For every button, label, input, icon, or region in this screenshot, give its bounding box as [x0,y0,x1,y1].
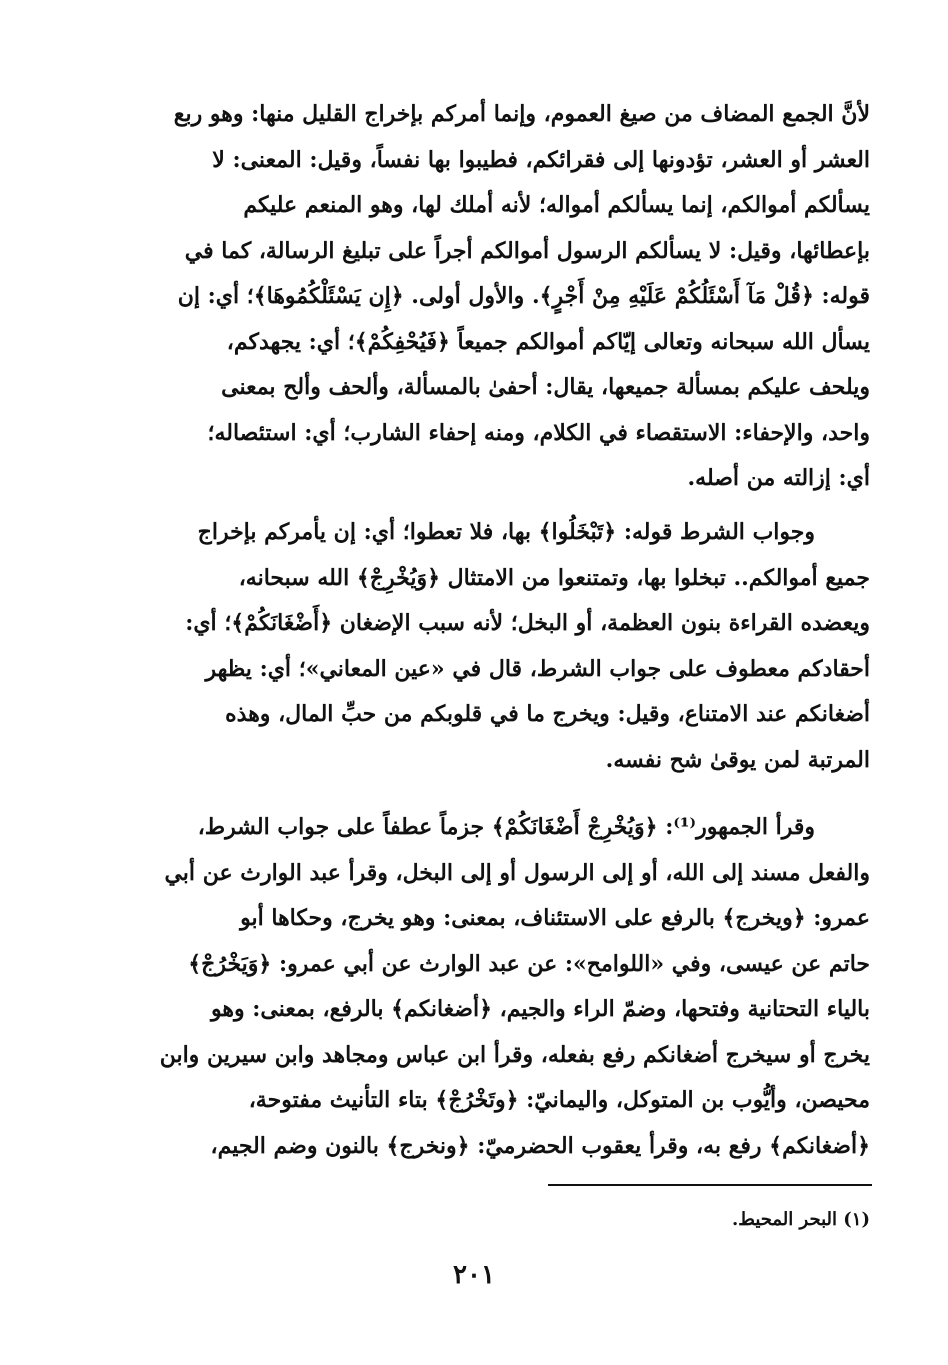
text-line: وقرأ الجمهور⁽¹⁾: ﴿وَيُخْرِجْ أَضْغَانَكُمْ﴾ جزماً عطفاً على جواب الشرط، [197,814,815,840]
paragraph-3 [100,805,870,1169]
text-line: ويعضده القراءة بنون العظمة، أو البخل؛ لأنه سبب الإضغان ﴿أَضْغَانَكُمْ﴾؛ أي: [185,610,870,636]
text-line: بإعطائها، وقيل: لا يسألكم الرسول أموالكم أجراً على تبليغ الرسالة، كما في [184,237,870,264]
text-line: أي: إزالته من أصله. [687,465,870,491]
page-number: ٢٠١ [453,1260,495,1290]
text-line: بالياء التحتانية وفتحها، وضمّ الراء والجيم، ﴿أضغانكم﴾ بالرفع، بمعنى: وهو [211,996,870,1022]
paragraph-2 [100,510,870,783]
text-line: عمرو: ﴿ويخرج﴾ بالرفع على الاستئناف، بمعنى: وهو يخرج، وحكاها أبو [240,905,870,931]
text-line: محيصن، وأيُّوب بن المتوكل، واليمانيّ: ﴿وتَخْرُجْ﴾ بتاء التأنيث مفتوحة، [248,1087,870,1113]
text-line: جميع أموالكم.. تبخلوا بها، وتمتنعوا من الامتثال ﴿وَيُخْرِجْ﴾ الله سبحانه، [238,564,870,591]
text-line: يسألكم أموالكم، إنما يسألكم أمواله؛ لأنه أملك لها، وهو المنعم عليكم [243,192,870,218]
text-line: وجواب الشرط قوله: ﴿تَبْخَلُوا﴾ بها، فلا تعطوا؛ أي: إن يأمركم بإخراج [197,519,815,545]
footnote: (١) البحر المحيط. [731,1209,870,1230]
text-line: يخرج أو سيخرج أضغانكم رفع بفعله، وقرأ ابن عباس ومجاهد وابن سيرين وابن [159,1041,870,1068]
text-line: يسأل الله سبحانه وتعالى إيّاكم أموالكم جميعاً ﴿فَيُحْفِكُمْ﴾؛ أي: يجهدكم، [226,328,870,355]
paragraph-1 [100,92,870,502]
text-line: لأنَّ الجمع المضاف من صيغ العموم، وإنما أمركم بإخراج القليل منها: وهو ربع [173,101,870,127]
text-line: أضغانكم عند الامتناع، وقيل: ويخرج ما في قلوبكم من حبِّ المال، وهذه [225,701,870,727]
text-line: حاتم عن عيسى، وفي «اللوامح»: عن عبد الوارث عن أبي عمرو: ﴿وَيَخْرُجْ﴾ [188,950,870,977]
text-line: والفعل مسند إلى الله، أو إلى الرسول أو إلى البخل، وقرأ عبد الوارث عن أبي [164,859,870,886]
text-line: ويلحف عليكم بمسألة جميعها، يقال: أحفىٰ بالمسألة، وألحف وألح بمعنى [221,374,870,400]
text-line: واحد، والإحفاء: الاستقصاء في الكلام، ومنه إحفاء الشارب؛ أي: استئصاله؛ [207,419,870,446]
text-line: قوله: ﴿قُلْ مَآ أَسْئَلُكُمْ عَلَيْهِ مِنْ أَجْرٍ﴾. والأول أولى. ﴿إِن يَسْئَلْكُمُوهَا﴾؛ أي: إن [177,283,870,309]
footnote-divider [548,1184,872,1186]
text-line: ﴿أضغانكم﴾ رفع به، وقرأ يعقوب الحضرميّ: ﴿ونخرج﴾ بالنون وضم الجيم، [210,1132,870,1159]
text-line: المرتبة لمن يوقىٰ شح نفسه. [605,746,870,773]
text-line: أحقادكم معطوف على جواب الشرط، قال في «عين المعاني»؛ أي: يظهر [205,655,870,682]
text-line: العشر أو العشر، تؤدونها إلى فقرائكم، فطيبوا بها نفساً، وقيل: المعنى: لا [212,146,870,173]
